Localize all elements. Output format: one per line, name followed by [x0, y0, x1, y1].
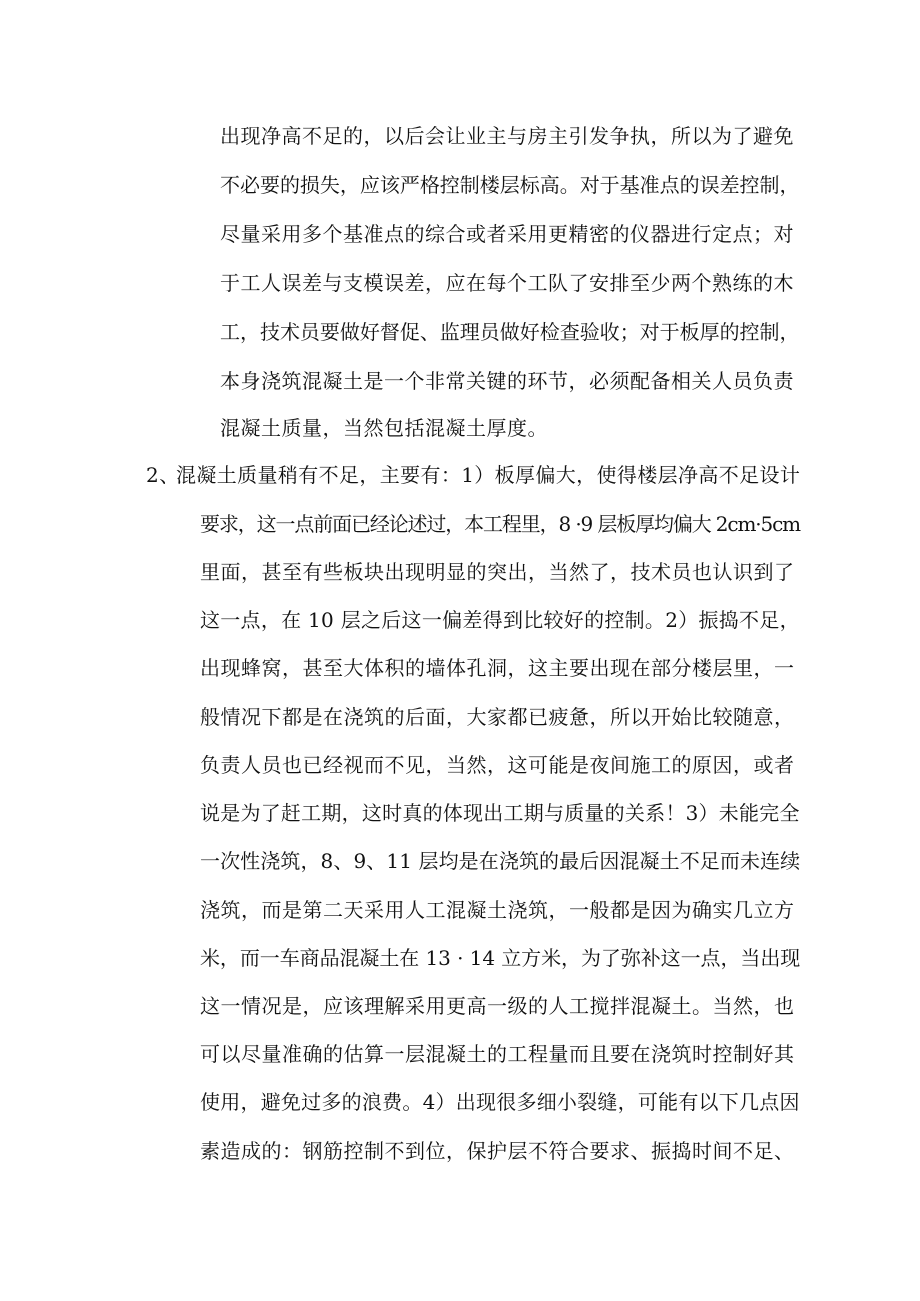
paragraph-2-line: 可以尽量准确的估算一层混凝土的工程量而且要在浇筑时控制好其 [200, 1042, 795, 1066]
paragraph-2-line: 说是为了赶工期，这时真的体现出工期与质量的关系！3）未能完全 [200, 801, 800, 825]
paragraph-1-line: 于工人误差与支模误差，应在每个工队了安排至少两个熟练的木 [220, 271, 794, 295]
paragraph-2-line: 出现蜂窝，甚至大体积的墙体孔洞，这主要出现在部分楼层里，一 [200, 656, 795, 680]
paragraph-1-line: 本身浇筑混凝土是一个非常关键的环节，必须配备相关人员负责 [220, 369, 794, 393]
paragraph-2-line: 要求，这一点前面已经论述过，本工程里，8 ·9 层板厚均偏大 2cm·5cm [200, 512, 801, 536]
paragraph-1-line: 工，技术员要做好督促、监理员做好检查验收；对于板厚的控制， [220, 320, 800, 344]
paragraph-2-line: 米，而一车商品混凝土在 13 · 14 立方米，为了弥补这一点，当出现 [200, 946, 801, 970]
paragraph-2-line: 这一情况是，应该理解采用更高一级的人工搅拌混凝土。当然，也 [200, 994, 795, 1018]
paragraph-2-line: 般情况下都是在浇筑的后面，大家都已疲惫，所以开始比较随意， [200, 705, 795, 729]
paragraph-2-line: 使用，避免过多的浪费。4）出现很多细小裂缝，可能有以下几点因 [200, 1090, 800, 1114]
paragraph-1-line: 尽量采用多个基准点的综合或者采用更精密的仪器进行定点；对 [220, 222, 794, 246]
list-number-marker: 2、 [146, 463, 180, 487]
paragraph-1-line: 出现净高不足的，以后会让业主与房主引发争执，所以为了避免 [220, 124, 794, 148]
paragraph-1-line: 不必要的损失，应该严格控制楼层标高。对于基准点的误差控制， [220, 173, 800, 197]
paragraph-2-line: 一次性浇筑，8、9、11 层均是在浇筑的最后因混凝土不足而未连续 [200, 849, 801, 873]
paragraph-2-line: 混凝土质量稍有不足，主要有：1）板厚偏大，使得楼层净高不足设计 [176, 463, 801, 487]
paragraph-1-line: 混凝土质量，当然包括混凝土厚度。 [220, 416, 548, 440]
paragraph-2-line: 负责人员也已经视而不见，当然，这可能是夜间施工的原因，或者 [200, 753, 795, 777]
paragraph-2-line: 素造成的：钢筋控制不到位，保护层不符合要求、振捣时间不足、 [200, 1139, 795, 1163]
paragraph-2-line: 里面，甚至有些板块出现明显的突出，当然了，技术员也认识到了 [200, 560, 795, 584]
paragraph-2-line: 浇筑，而是第二天采用人工混凝土浇筑，一般都是因为确实几立方 [200, 898, 795, 922]
paragraph-2-line: 这一点，在 10 层之后这一偏差得到比较好的控制。2）振捣不足， [200, 608, 800, 632]
